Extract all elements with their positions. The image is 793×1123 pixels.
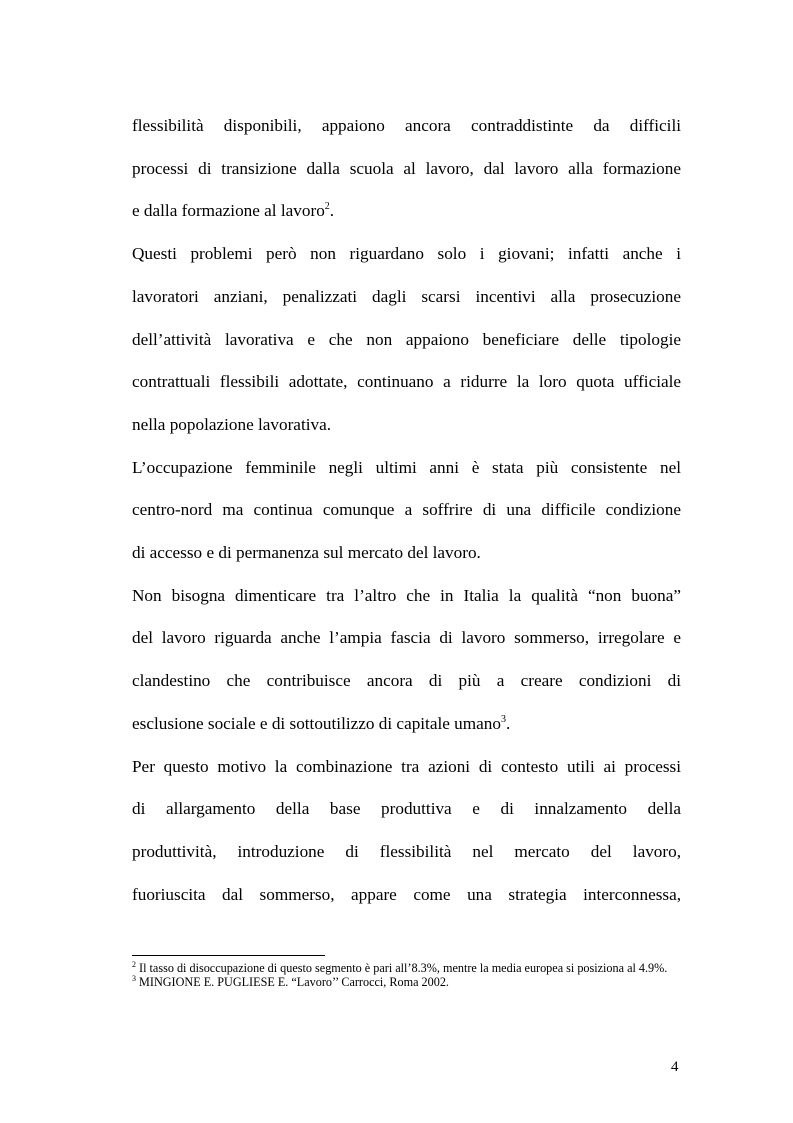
- text-line: [132, 190, 681, 233]
- text-line: produttività, introduzione di flessibilità nel mercato del lavoro,: [132, 841, 681, 861]
- text-line: Questi problemi però non riguardano solo i giovani; infatti anche i: [132, 244, 681, 264]
- footnote-ref: 3: [500, 713, 506, 725]
- text-line: lavoratori anziani, penalizzati dagli scarsi incentivi alla prosecuzione: [132, 286, 681, 306]
- text-line: [132, 703, 681, 746]
- text-line: flessibilità disponibili, appaiono ancora contraddistinte da difficili: [132, 116, 681, 135]
- paragraph-1: [132, 105, 681, 233]
- paragraph-3: [132, 447, 681, 575]
- text-line: del lavoro riguarda anche l’ampia fascia di lavoro sommerso, irregolare e: [132, 628, 681, 648]
- text-line: L’occupazione femminile negli ultimi anni è stata più consistente nel: [132, 457, 681, 477]
- footnote-ref: 2: [324, 201, 330, 213]
- paragraph-5: [132, 746, 681, 917]
- text-line: fuoriuscita dal sommerso, appare come una strategia interconnessa,: [132, 884, 681, 904]
- text-line: nella popolazione lavorativa.: [132, 414, 332, 434]
- text-line: processi di transizione dalla scuola al lavoro, dal lavoro alla formazione: [132, 158, 681, 178]
- footnote-3: [132, 975, 681, 989]
- paragraph-4: [132, 575, 681, 746]
- footnote-number: 2: [132, 960, 136, 969]
- text-line: clandestino che contribuisce ancora di più a creare condizioni di: [132, 671, 681, 691]
- footnote-2: [132, 961, 681, 975]
- text-line: Per questo motivo la combinazione tra azioni di contesto utili ai processi: [132, 756, 681, 776]
- text-line: centro-nord ma continua comunque a soffrire di una difficile condizione: [132, 500, 681, 520]
- text-line: contrattuali flessibili adottate, continuano a ridurre la loro quota ufficiale: [132, 372, 681, 392]
- text-fragment: esclusione sociale e di sottoutilizzo di capitale umano: [132, 713, 501, 733]
- footnotes: [132, 961, 681, 989]
- body-text: [132, 105, 681, 916]
- text-line: Non bisogna dimenticare tra l’altro che in Italia la qualità “non buona”: [132, 585, 681, 605]
- footnote-text: Il tasso di disoccupazione di questo segmento è pari all’8.3%, mentre la media europea si posiziona al 4.9%.: [136, 961, 668, 975]
- footnote-number: 3: [132, 974, 136, 983]
- text-line: di allargamento della base produttiva e di innalzamento della: [132, 799, 681, 819]
- text-fragment: .: [329, 201, 335, 221]
- footnote-text: MINGIONE E. PUGLIESE E. “Lavoro’’ Carrocci, Roma 2002.: [136, 975, 449, 989]
- paragraph-2: [132, 233, 681, 447]
- text-fragment: e dalla formazione al lavoro: [132, 201, 325, 221]
- footnote-separator: [132, 955, 325, 956]
- text-fragment: .: [505, 713, 511, 733]
- text-line: di accesso e di permanenza sul mercato del lavoro.: [132, 543, 481, 563]
- text-line: dell’attività lavorativa e che non appaiono beneficiare delle tipologie: [132, 329, 681, 349]
- page-number: 4: [671, 1059, 679, 1075]
